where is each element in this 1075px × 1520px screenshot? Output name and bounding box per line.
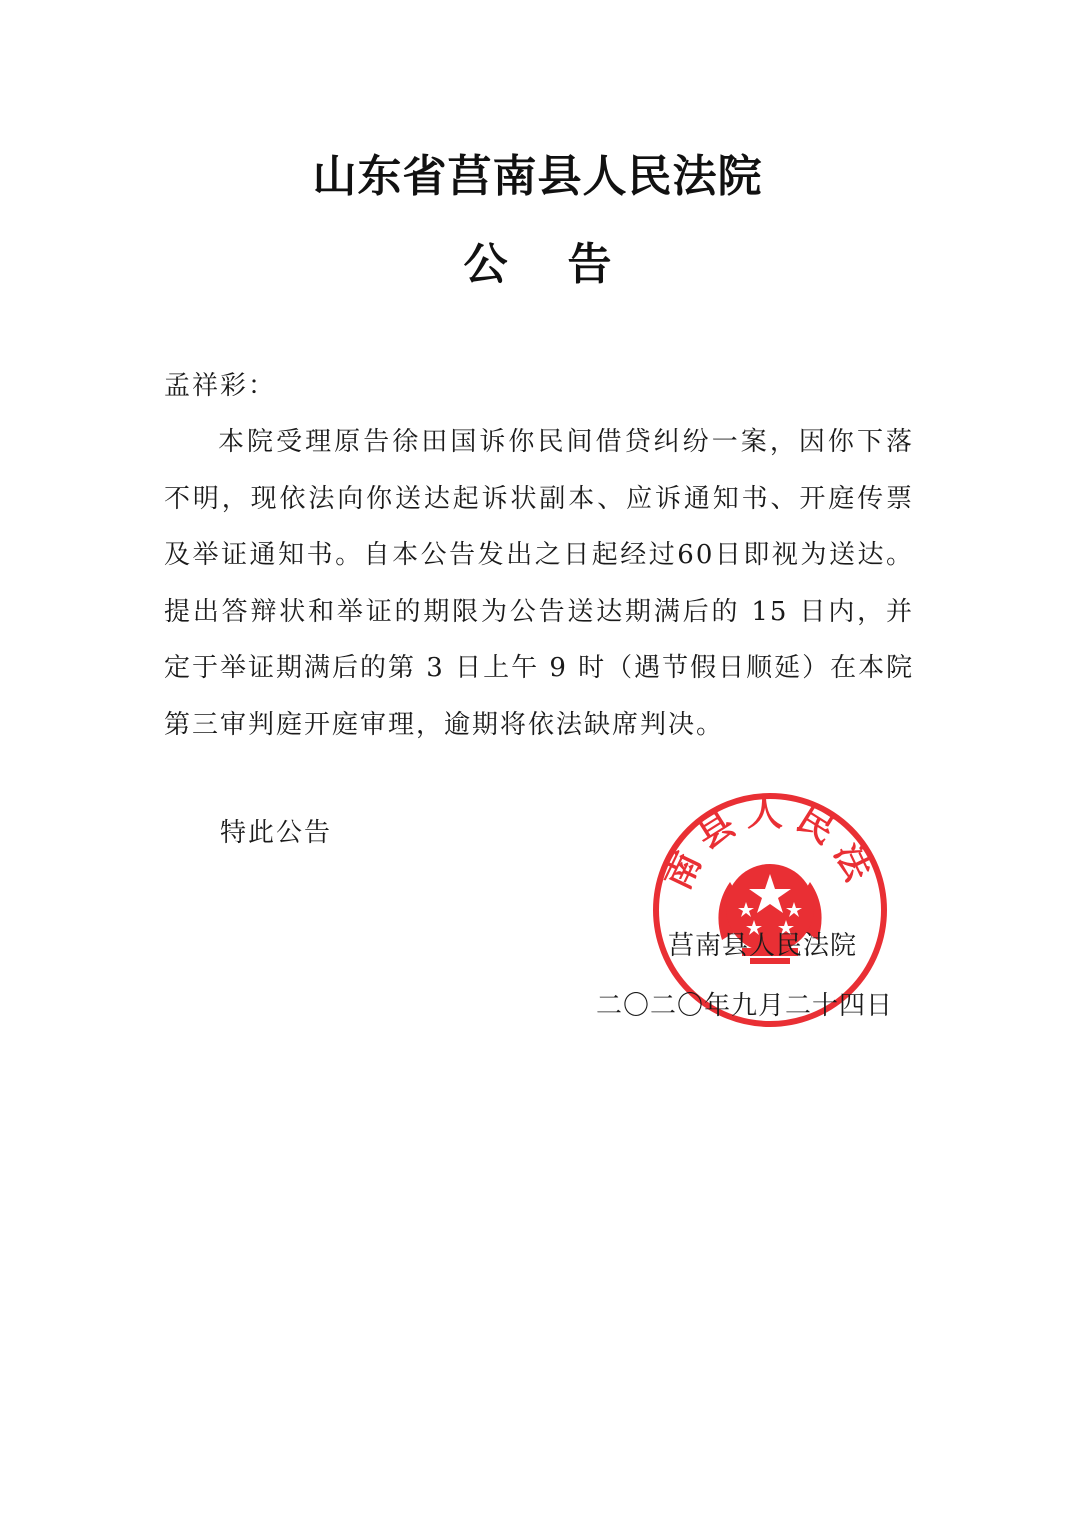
closing-text: 特此公告 [220, 818, 333, 848]
issuer-signature: 莒南县人民法院 [668, 931, 858, 961]
notice-title-char-2: 告 [567, 239, 612, 290]
body-line: 及举证通知书。自本公告发出之日起经过60日即视为送达。 [164, 540, 914, 570]
body-line: 本院受理原告徐田国诉你民间借贷纠纷一案，因你下落 [218, 427, 914, 457]
body-line: 不明，现依法向你送达起诉状副本、应诉通知书、开庭传票 [164, 483, 914, 514]
addressee: 孟祥彩： [164, 371, 277, 401]
notice-body [164, 414, 914, 753]
body-line: 定于举证期满后的第 3 日上午 9 时（遇节假日顺延）在本院 [164, 653, 915, 683]
body-line: 提出答辩状和举证的期限为公告送达期满后的 15 日内，并 [164, 596, 914, 627]
svg-text:南县人民法: 南县人民法 [656, 791, 884, 897]
notice-title-char-1: 公 [463, 239, 508, 290]
notice-title [0, 228, 1075, 292]
court-title: 山东省莒南县人民法院 [312, 151, 763, 202]
issue-date: 二〇二〇年九月二十四日 [596, 991, 894, 1021]
body-line: 第三审判庭开庭审理，逾期将依法缺席判决。 [164, 709, 725, 740]
